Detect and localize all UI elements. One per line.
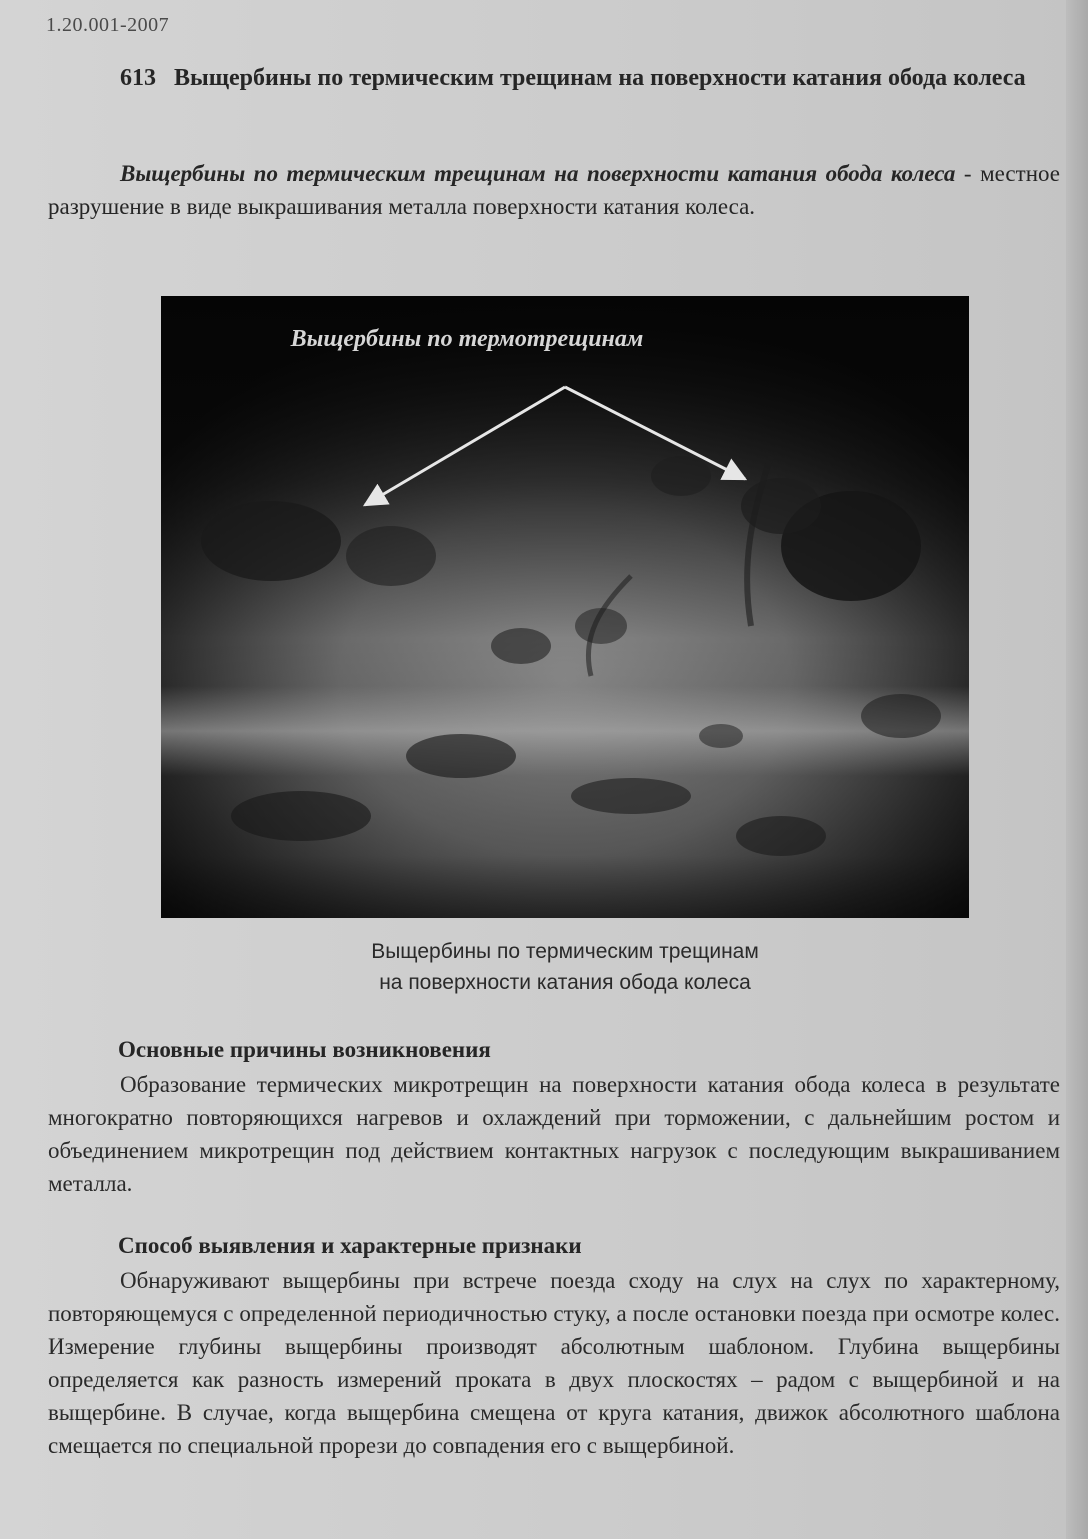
causes-paragraph: Образование термических микротрещин на поверхности катания обода колеса в результате многократно повторяющихся нагревов и охлаждений при торможении, с дальнейшим ростом и объединением микротрещин под действием контактных нагрузок с последующим выкрашиванием металла. xyxy=(48,1072,1060,1196)
detection-title: Способ выявления и характерные признаки xyxy=(118,1233,582,1258)
figure-caption xyxy=(161,936,969,998)
section-title: Выщербины по термическим трещинам на поверхности катания обода колеса xyxy=(174,65,1026,91)
detection-paragraph: Обнаруживают выщербины при встрече поезда сходу на слух на слух по характерному, повторяющемуся с определенной периодичностью стуку, а после остановки поезда при осмотре колес. Измерение глубины выщербины производят абсолютным шаблоном. Глубина выщербины определяется как разность измерений проката в двух плоскостях – радом с выщербиной и на выщербине. В случае, когда выщербина смещена от круга катания, движок абсолютного шаблона смещается по специальной прорези до совпадения его с выщербиной. xyxy=(48,1268,1060,1458)
section-number: 613 xyxy=(120,65,156,91)
section-heading xyxy=(48,62,1060,94)
page-edge-shadow xyxy=(1066,0,1088,1539)
document-code: 1.20.001-2007 xyxy=(46,14,170,36)
defect-photo-image xyxy=(161,296,969,918)
caption-line-1: Выщербины по термическим трещинам xyxy=(371,940,759,963)
caption-line-2: на поверхности катания обода колеса xyxy=(379,971,751,994)
causes-title: Основные причины возникновения xyxy=(118,1037,491,1062)
defect-photo xyxy=(161,296,969,918)
definition-paragraph xyxy=(48,157,1060,223)
definition-text: - местное разрушение в виде выкрашивания металла поверхности катания колеса. xyxy=(48,161,1060,219)
photo-annotation-label: Выщербины по термотрещинам xyxy=(290,326,644,352)
definition-term: Выщербины по термическим трещинам на поверхности катания обода колеса xyxy=(120,161,956,186)
